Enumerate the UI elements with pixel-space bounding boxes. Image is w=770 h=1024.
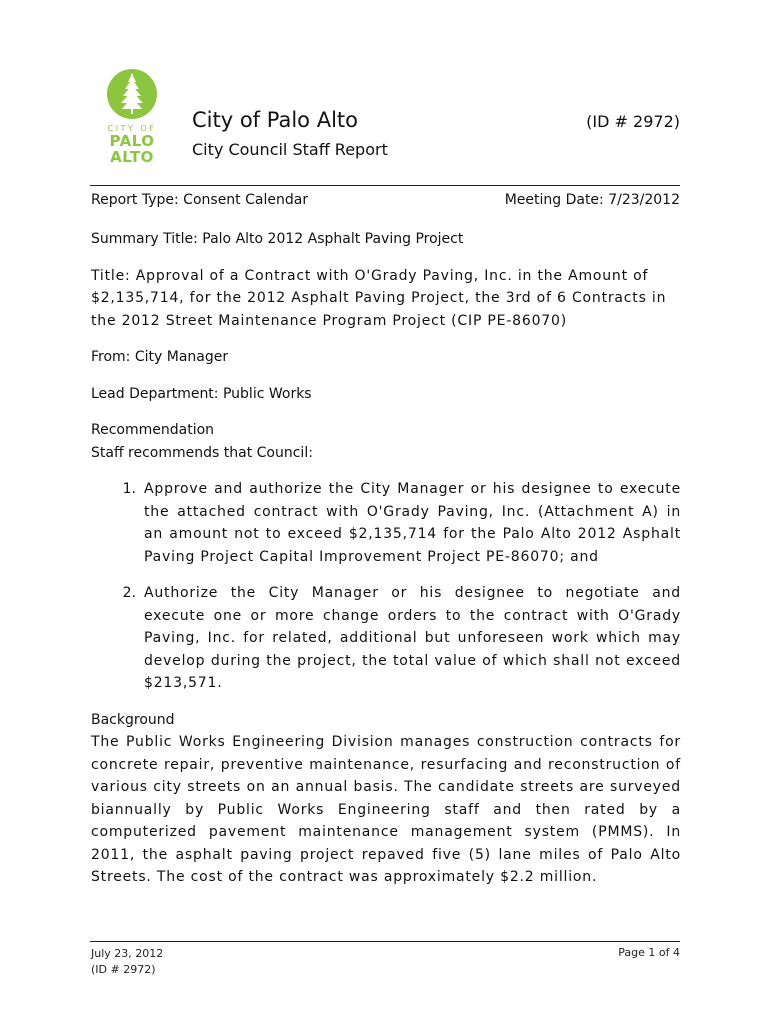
recommendation-list — [91, 478, 681, 695]
lead-department: Lead Department: Public Works — [91, 385, 312, 402]
logo-alto-text: ALTO — [110, 148, 154, 166]
list-item-number: 2. — [122, 585, 136, 601]
report-subtitle: City Council Staff Report — [192, 140, 388, 159]
background-text: The Public Works Engineering Division manages construction contracts for concrete repair, preventive maintenance, resurfacing and reconstruction of various city streets on an annual basis. The candidate streets are surveyed biannually by Public Works Engineering staff and then rated by a computerized pavement maintenance management system (PMMS). In 2011, the asphalt paving project repaved five (5) lane miles of Palo Alto Streets. The cost of the contract was approximately $2.2 million. — [91, 734, 681, 885]
logo-city-text: CITY OF — [107, 124, 157, 133]
recommendation-intro: Staff recommends that Council: — [91, 444, 313, 461]
from-line: From: City Manager — [91, 349, 229, 365]
footer-date: July 23, 2012 — [91, 947, 164, 960]
report-body — [91, 228, 681, 889]
page-title: City of Palo Alto — [192, 108, 358, 132]
recommendation-heading: Recommendation — [91, 422, 215, 438]
tree-icon — [106, 68, 158, 120]
list-item — [91, 582, 681, 695]
footer-divider — [90, 941, 680, 942]
report-title: Title: Approval of a Contract with O'Grady Paving, Inc. in the Amount of $2,135,714, for the 2012 Asphalt Paving Project, the 3rd of 6 Contracts in the 2012 Street Maintenance Program Project (CIP PE-86070) — [91, 267, 667, 329]
page-number: Page 1 of 4 — [618, 946, 680, 959]
report-type: Report Type: Consent Calendar — [91, 192, 309, 208]
logo-palo-text: PALO — [109, 132, 155, 150]
city-logo — [106, 68, 158, 165]
background-heading: Background — [91, 711, 175, 728]
header-divider — [90, 185, 680, 186]
list-item-text: Authorize the City Manager or his designee to negotiate and execute one or more change orders to the contract with O'Grady Paving, Inc. for related, additional but unforeseen work which may develop during the project, the total value of which shall not exceed $213,571. — [144, 585, 681, 691]
report-id: (ID # 2972) — [586, 112, 680, 131]
list-item-number: 1. — [122, 481, 136, 497]
summary-title: Summary Title: Palo Alto 2012 Asphalt Paving Project — [91, 231, 464, 247]
footer-id: (ID # 2972) — [91, 963, 156, 976]
list-item — [91, 478, 681, 568]
meeting-date: Meeting Date: 7/23/2012 — [504, 192, 680, 208]
list-item-text: Approve and authorize the City Manager or his designee to execute the attached contract with O'Grady Paving, Inc. (Attachment A) in an amount not to exceed $2,135,714 for the Palo Alto 2012 Asphalt Paving Project Capital Improvement Project PE-86070; and — [144, 481, 681, 565]
footer-left — [91, 946, 163, 978]
